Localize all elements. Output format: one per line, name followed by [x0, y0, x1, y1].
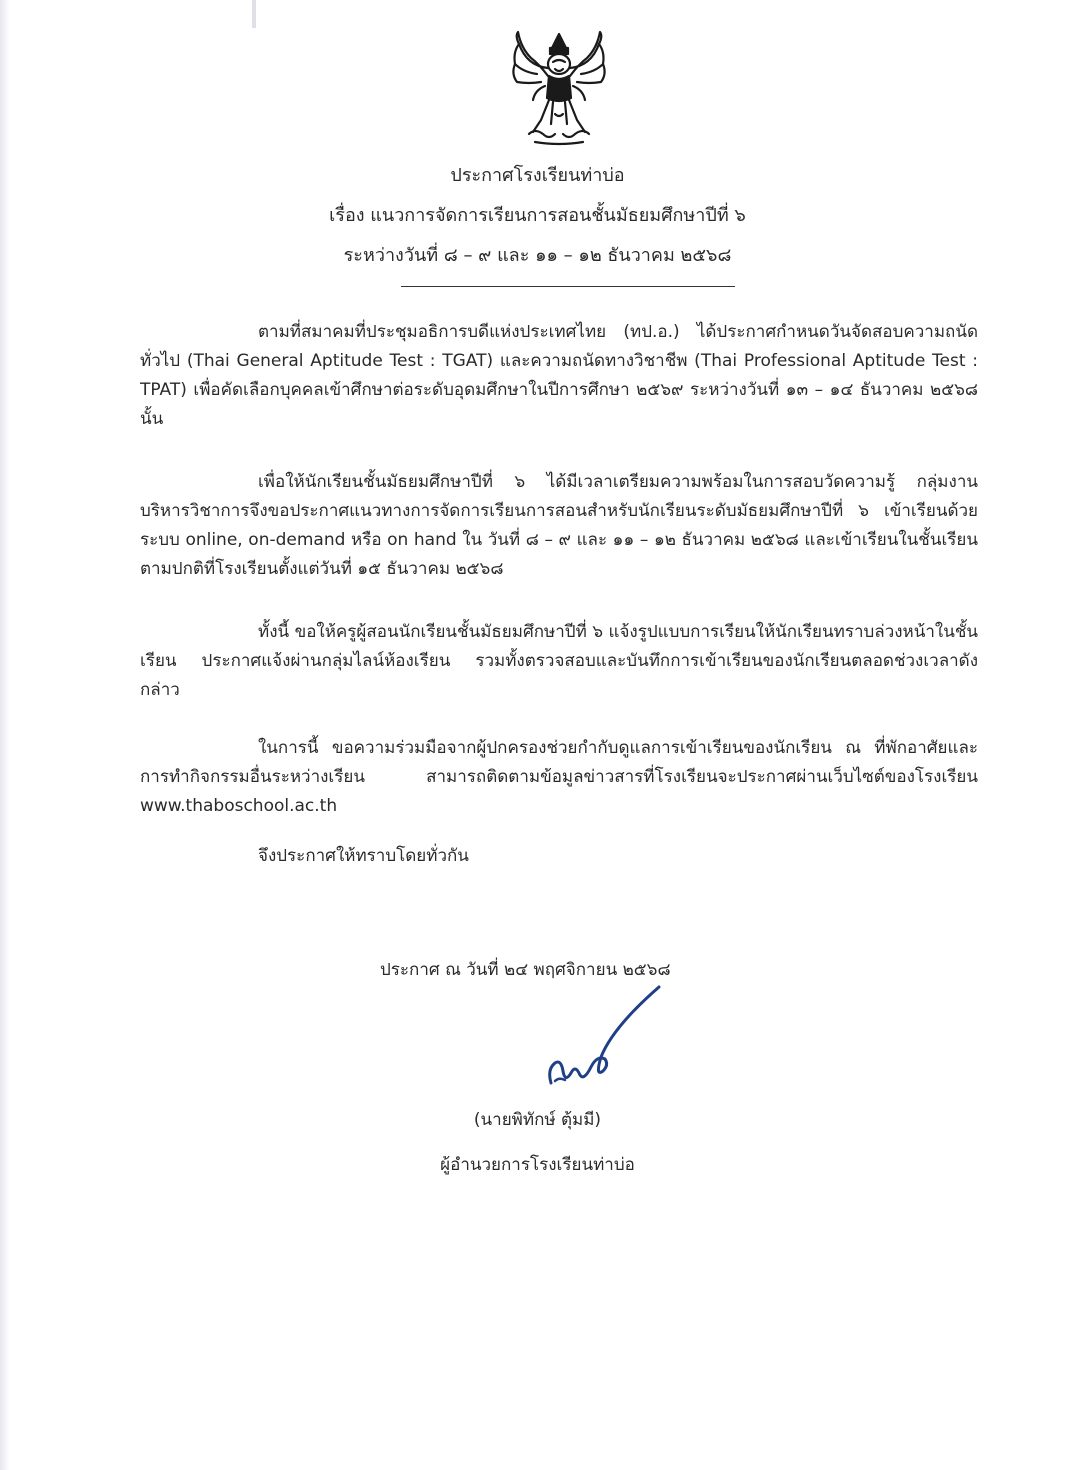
body-paragraph-3: ทั้งนี้ ขอให้ครูผู้สอนนักเรียนชั้นมัธยมศึกษาปีที่ ๖ แจ้งรูปแบบการเรียนให้นักเรียนทราบล่วงหน้าในชั้นเรียน ประกาศแจ้งผ่านกลุ่มไลน์ห้องเรียน รวมทั้งตรวจสอบและบันทึกการเข้าเรียนของนักเรียนตลอดช่วงเวลาดังกล่าว [140, 622, 978, 700]
body-paragraph-2: เพื่อให้นักเรียนชั้นมัธยมศึกษาปีที่ ๖ ได้มีเวลาเตรียมความพร้อมในการสอบวัดความรู้ กลุ่มงานบริหารวิชาการจึงขอประกาศแนวทางการจัดการเรียนการสอนสำหรับนักเรียนระดับมัธยมศึกษาปีที่ ๖ เข้าเรียนด้วยระบบ online, on-demand หรือ on hand ใน วันที่ ๘ – ๙ และ ๑๑ – ๑๒ ธันวาคม ๒๕๖๘ และเข้าเรียนในชั้นเรียนตามปกติที่โรงเรียนตั้งแต่วันที่ ๑๕ ธันวาคม ๒๕๖๘ [140, 472, 978, 579]
body-closing-line: จึงประกาศให้ทราบโดยทั่วกัน [258, 846, 469, 866]
title-divider [401, 286, 735, 287]
scan-mark [252, 0, 256, 28]
announce-date: ประกาศ ณ วันที่ ๒๔ พฤศจิกายน ๒๕๖๘ [380, 960, 671, 980]
body-paragraph-1: ตามที่สมาคมที่ประชุมอธิการบดีแห่งประเทศไทย (ทป.อ.) ได้ประกาศกำหนดวันจัดสอบความถนัดทั่วไป (Thai General Aptitude Test : TGAT) และความถนัดทางวิชาชีพ (Thai Professional Aptitude Test : TPAT) เพื่อคัดเลือกบุคคลเข้าศึกษาต่อระดับอุดมศึกษาในปีการศึกษา ๒๕๖๙ ระหว่างวันที่ ๑๓ – ๑๔ ธันวาคม ๒๕๖๘ นั้น [140, 322, 978, 429]
signer-name: (นายพิทักษ์ ตุ้มมี) [473, 1110, 602, 1130]
announcement-subject: เรื่อง แนวการจัดการเรียนการสอนชั้นมัธยมศึกษาปีที่ ๖ [329, 205, 746, 226]
announcement-date-range: ระหว่างวันที่ ๘ – ๙ และ ๑๑ – ๑๒ ธันวาคม ๒๕๖๘ [343, 245, 732, 266]
garuda-emblem-icon [505, 28, 613, 148]
announcement-title: ประกาศโรงเรียนท่าบ่อ [450, 165, 625, 186]
body-paragraph-4: ในการนี้ ขอความร่วมมือจากผู้ปกครองช่วยกำกับดูแลการเข้าเรียนของนักเรียน ณ ที่พักอาศัยและการทำกิจกรรมอื่นระหว่างเรียน สามารถติดตามข้อมูลข่าวสารที่โรงเรียนจะประกาศผ่านเว็บไซต์ของโรงเรียน www.thaboschool.ac.th [140, 738, 978, 816]
signature-mark [535, 985, 665, 1090]
signer-title: ผู้อำนวยการโรงเรียนท่าบ่อ [440, 1155, 635, 1175]
